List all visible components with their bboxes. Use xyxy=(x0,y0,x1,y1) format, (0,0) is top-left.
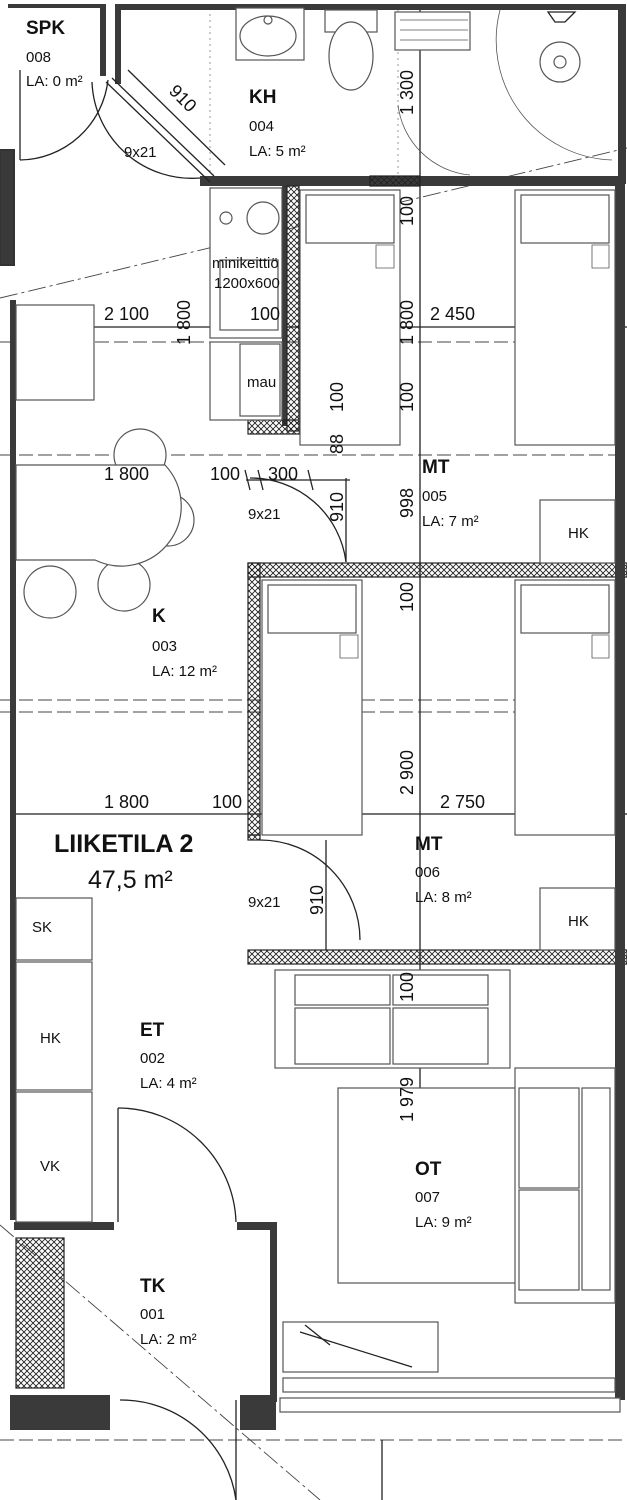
room-number-k: 003 xyxy=(152,638,178,655)
room-area-spk: LA: 0 m² xyxy=(26,73,83,90)
label-minikeittio: minikeittiö xyxy=(212,255,279,272)
room-number-tk: 001 xyxy=(140,1306,166,1323)
room-number-spk: 008 xyxy=(26,49,52,66)
label-minikeittio-size: 1200x600 xyxy=(214,275,280,292)
dim-910-k6: 910 xyxy=(307,884,327,915)
room-area-et: LA: 4 m² xyxy=(140,1075,197,1092)
room-name-et: ET xyxy=(140,1020,165,1041)
room-number-et: 002 xyxy=(140,1050,166,1067)
dim-2100: 2 100 xyxy=(104,304,150,324)
room-name-mt5: MT xyxy=(422,457,450,478)
unit-title: LIIKETILA 2 xyxy=(54,830,194,858)
room-area-tk: LA: 2 m² xyxy=(140,1331,197,1348)
dim-2750: 2 750 xyxy=(440,792,486,812)
dim-100-f: 100 xyxy=(212,792,243,812)
dim-1979: 1 979 xyxy=(397,1076,417,1122)
dim-300: 300 xyxy=(268,464,299,484)
plan-title xyxy=(54,830,193,894)
dim-998: 998 xyxy=(397,487,417,518)
room-name-kh: KH xyxy=(249,87,277,108)
label-vk: VK xyxy=(40,1158,61,1175)
door-label-k-mt5: 9x21 xyxy=(248,506,281,523)
room-name-mt6: MT xyxy=(415,834,443,855)
dining-set xyxy=(16,305,194,618)
room-number-mt5: 005 xyxy=(422,488,448,505)
room-number-mt6: 006 xyxy=(415,864,441,881)
room-name-k: K xyxy=(152,606,166,627)
dim-100-b: 100 xyxy=(327,381,347,412)
dim-910-kh: 910 xyxy=(165,80,201,117)
door-label-k-mt6: 9x21 xyxy=(248,894,281,911)
label-hk-et: HK xyxy=(40,1030,61,1047)
label-hk-mt6: HK xyxy=(568,913,589,930)
door-label-spk-kh: 9x21 xyxy=(124,144,157,161)
dim-100-e: 100 xyxy=(397,581,417,612)
room-name-spk: SPK xyxy=(26,18,66,39)
room-area-mt5: LA: 7 m² xyxy=(422,513,479,530)
dim-100-c: 100 xyxy=(397,381,417,412)
dim-1800-h2: 1 800 xyxy=(104,792,150,812)
living-room-furniture xyxy=(275,970,620,1412)
dim-1300: 1 300 xyxy=(397,69,417,115)
label-hk-mt5: HK xyxy=(568,525,589,542)
room-name-ot: OT xyxy=(415,1159,442,1180)
dim-100-a: 100 xyxy=(250,304,281,324)
room-area-mt6: LA: 8 m² xyxy=(415,889,472,906)
unit-total-area: 47,5 m² xyxy=(88,866,173,894)
dim-88: 88 xyxy=(327,433,347,454)
room-area-ot: LA: 9 m² xyxy=(415,1214,472,1231)
room-name-tk: TK xyxy=(140,1276,166,1297)
label-mau: mau xyxy=(247,374,277,391)
dim-910-k5: 910 xyxy=(327,491,347,522)
label-sk: SK xyxy=(32,919,53,936)
dim-1800-h: 1 800 xyxy=(104,464,150,484)
room-area-k: LA: 12 m² xyxy=(152,663,218,680)
dim-1800-v2: 1 800 xyxy=(397,299,417,345)
dim-1800-v: 1 800 xyxy=(174,299,194,345)
dim-100-g: 100 xyxy=(397,971,417,1002)
dim-2900: 2 900 xyxy=(397,749,417,795)
room-area-kh: LA: 5 m² xyxy=(249,143,306,160)
dim-2450: 2 450 xyxy=(430,304,476,324)
dim-100-d: 100 xyxy=(210,464,241,484)
dim-100-kh: 100 xyxy=(397,195,417,226)
room-number-ot: 007 xyxy=(415,1189,441,1206)
beds-room-005 xyxy=(300,190,615,563)
room-number-kh: 004 xyxy=(249,118,275,135)
